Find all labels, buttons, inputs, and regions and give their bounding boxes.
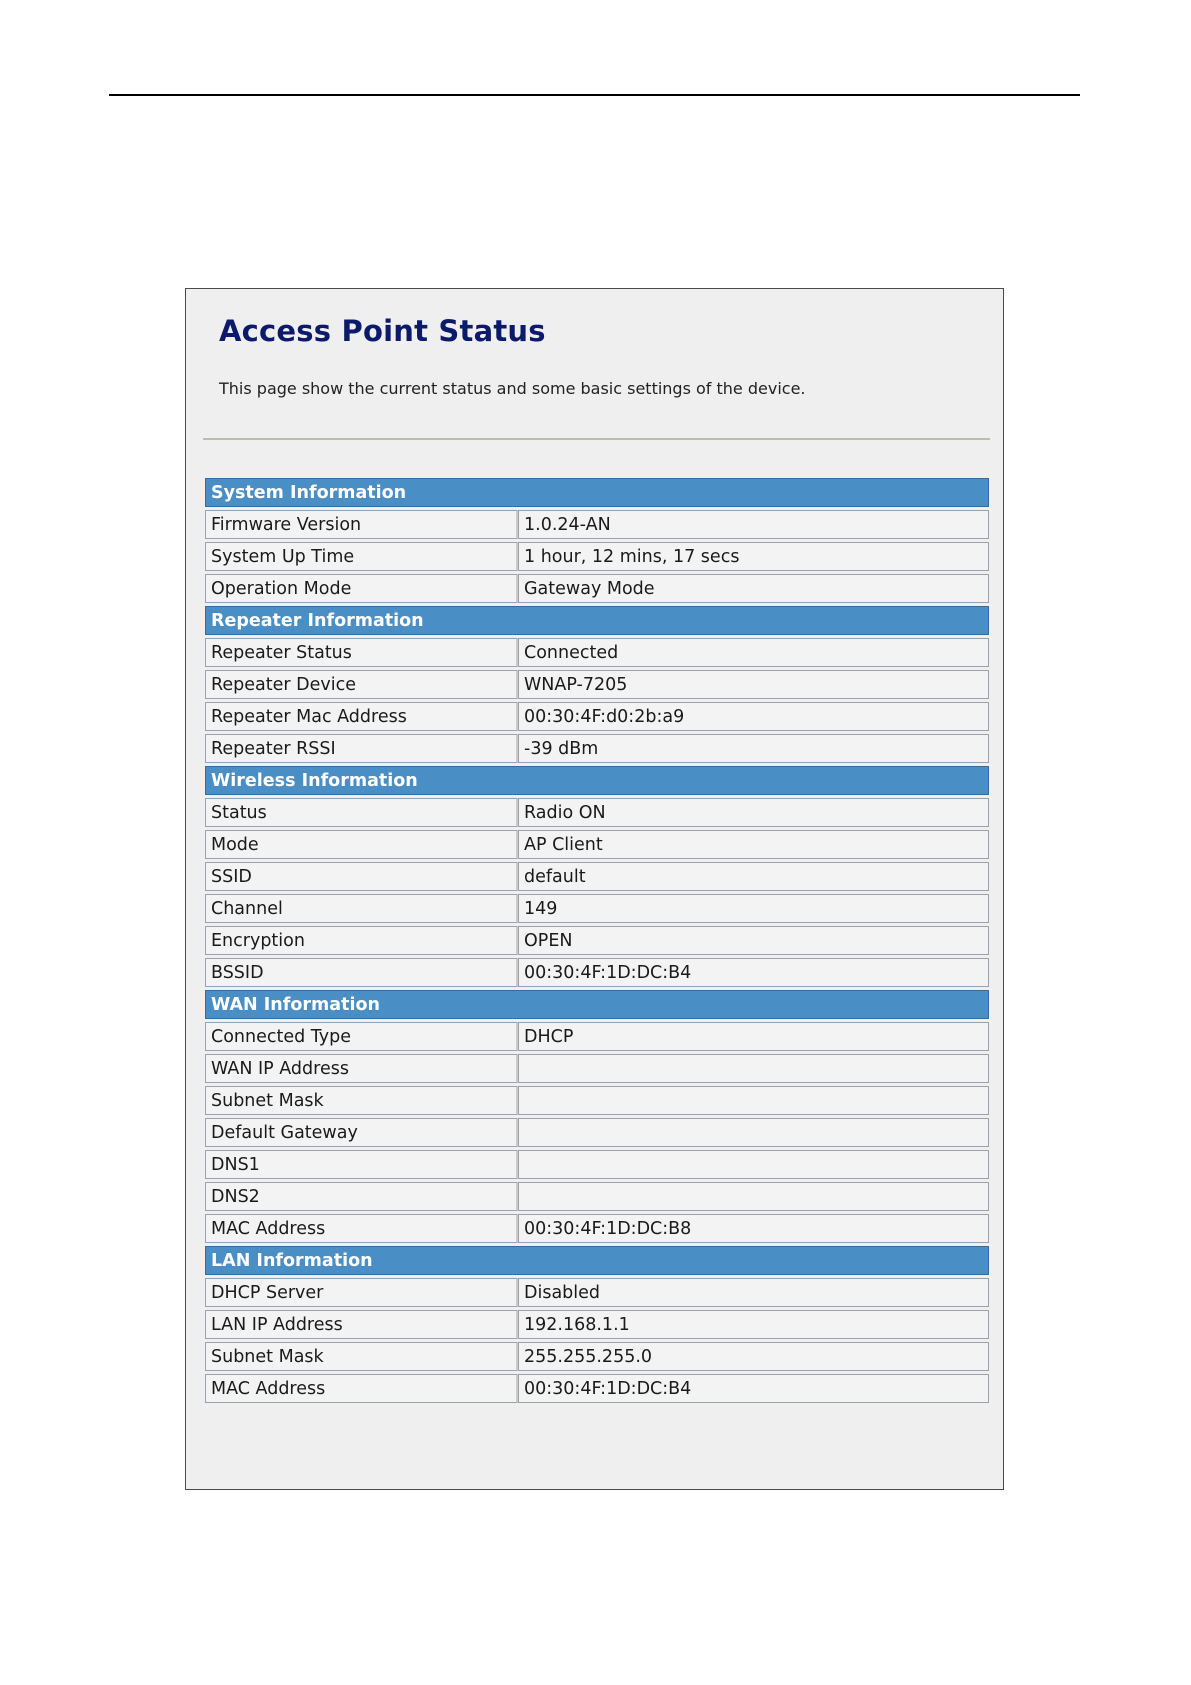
table-row bbox=[205, 894, 989, 923]
row-value: 00:30:4F:1D:DC:B4 bbox=[518, 958, 989, 987]
row-value: 1 hour, 12 mins, 17 secs bbox=[518, 542, 989, 571]
header-rule bbox=[109, 94, 1080, 96]
row-label: Repeater Status bbox=[205, 638, 518, 667]
row-label: Channel bbox=[205, 894, 518, 923]
table-row bbox=[205, 958, 989, 987]
row-label: Firmware Version bbox=[205, 510, 518, 539]
row-label: WAN IP Address bbox=[205, 1054, 518, 1083]
section-title: Repeater Information bbox=[205, 606, 989, 635]
table-row bbox=[205, 1054, 989, 1083]
table-row bbox=[205, 862, 989, 891]
row-value bbox=[518, 1054, 989, 1083]
row-label: Connected Type bbox=[205, 1022, 518, 1051]
row-value: Gateway Mode bbox=[518, 574, 989, 603]
row-label: MAC Address bbox=[205, 1374, 518, 1403]
table-row bbox=[205, 1310, 989, 1339]
row-label: Repeater Device bbox=[205, 670, 518, 699]
row-value: 00:30:4F:1D:DC:B4 bbox=[518, 1374, 989, 1403]
row-value: 192.168.1.1 bbox=[518, 1310, 989, 1339]
row-label: Operation Mode bbox=[205, 574, 518, 603]
row-label: Repeater Mac Address bbox=[205, 702, 518, 731]
row-value: DHCP bbox=[518, 1022, 989, 1051]
table-row bbox=[205, 830, 989, 859]
table-row bbox=[205, 670, 989, 699]
row-value: Disabled bbox=[518, 1278, 989, 1307]
status-table-body bbox=[205, 478, 989, 1403]
table-row bbox=[205, 926, 989, 955]
section-header-repeater-information bbox=[205, 606, 989, 635]
row-label: Subnet Mask bbox=[205, 1086, 518, 1115]
table-row bbox=[205, 542, 989, 571]
section-header-lan-information bbox=[205, 1246, 989, 1275]
row-value: 1.0.24-AN bbox=[518, 510, 989, 539]
section-header-system-information bbox=[205, 478, 989, 507]
row-label: Mode bbox=[205, 830, 518, 859]
row-value: 255.255.255.0 bbox=[518, 1342, 989, 1371]
row-label: DHCP Server bbox=[205, 1278, 518, 1307]
table-row bbox=[205, 1278, 989, 1307]
table-row bbox=[205, 734, 989, 763]
section-header-wan-information bbox=[205, 990, 989, 1019]
table-row bbox=[205, 1342, 989, 1371]
title-divider bbox=[203, 438, 990, 440]
row-label: LAN IP Address bbox=[205, 1310, 518, 1339]
section-title: Wireless Information bbox=[205, 766, 989, 795]
row-value: WNAP-7205 bbox=[518, 670, 989, 699]
table-row bbox=[205, 1214, 989, 1243]
row-value: -39 dBm bbox=[518, 734, 989, 763]
table-row bbox=[205, 798, 989, 827]
row-value bbox=[518, 1118, 989, 1147]
row-label: System Up Time bbox=[205, 542, 518, 571]
row-label: Status bbox=[205, 798, 518, 827]
row-value: 00:30:4F:1D:DC:B8 bbox=[518, 1214, 989, 1243]
row-value: 00:30:4F:d0:2b:a9 bbox=[518, 702, 989, 731]
row-value: OPEN bbox=[518, 926, 989, 955]
row-value: default bbox=[518, 862, 989, 891]
page-title: Access Point Status bbox=[219, 314, 546, 348]
section-title: System Information bbox=[205, 478, 989, 507]
row-label: Default Gateway bbox=[205, 1118, 518, 1147]
row-label: MAC Address bbox=[205, 1214, 518, 1243]
table-row bbox=[205, 1022, 989, 1051]
row-value: Radio ON bbox=[518, 798, 989, 827]
table-row bbox=[205, 510, 989, 539]
row-value: Connected bbox=[518, 638, 989, 667]
access-point-status-panel bbox=[185, 288, 1004, 1490]
row-value bbox=[518, 1182, 989, 1211]
row-value: 149 bbox=[518, 894, 989, 923]
table-row bbox=[205, 1374, 989, 1403]
section-title: WAN Information bbox=[205, 990, 989, 1019]
table-row bbox=[205, 702, 989, 731]
table-row bbox=[205, 574, 989, 603]
row-label: SSID bbox=[205, 862, 518, 891]
status-table bbox=[205, 475, 989, 1406]
page-description: This page show the current status and some basic settings of the device. bbox=[219, 379, 806, 398]
row-label: Repeater RSSI bbox=[205, 734, 518, 763]
row-value bbox=[518, 1150, 989, 1179]
table-row bbox=[205, 1150, 989, 1179]
section-title: LAN Information bbox=[205, 1246, 989, 1275]
row-value bbox=[518, 1086, 989, 1115]
row-label: DNS1 bbox=[205, 1150, 518, 1179]
section-header-wireless-information bbox=[205, 766, 989, 795]
row-label: Subnet Mask bbox=[205, 1342, 518, 1371]
row-label: DNS2 bbox=[205, 1182, 518, 1211]
row-label: BSSID bbox=[205, 958, 518, 987]
table-row bbox=[205, 1086, 989, 1115]
table-row bbox=[205, 638, 989, 667]
table-row bbox=[205, 1182, 989, 1211]
row-value: AP Client bbox=[518, 830, 989, 859]
table-row bbox=[205, 1118, 989, 1147]
row-label: Encryption bbox=[205, 926, 518, 955]
